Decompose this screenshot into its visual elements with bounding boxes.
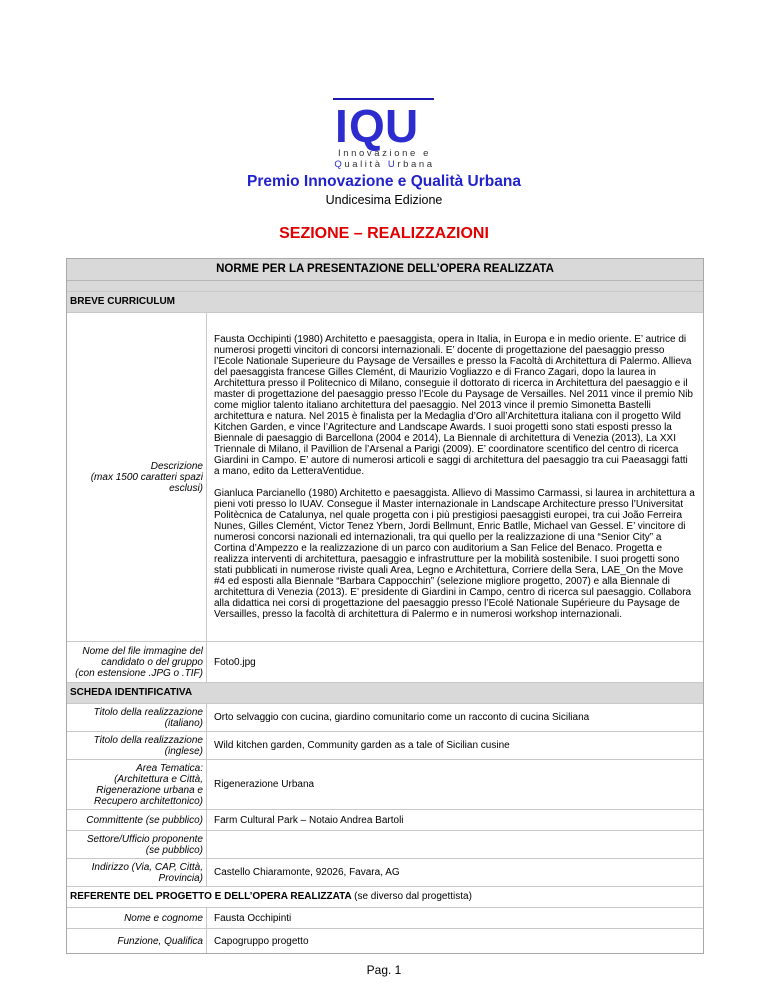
- submission-form: [66, 258, 704, 954]
- logo-rbana: rbana: [397, 159, 435, 170]
- section-title: SEZIONE – REALIZZAZIONI: [279, 225, 489, 242]
- description-value: [207, 313, 703, 641]
- scheda-label-line: Committente (se pubblico): [86, 814, 203, 826]
- scheda-label-line: Indirizzo (Via, CAP, Città,: [91, 861, 203, 873]
- scheda-value: Orto selvaggio con cucina, giardino comunitario come un racconto di cucina Siciliana: [214, 712, 590, 723]
- referente-row: [67, 929, 703, 953]
- scheda-heading: SCHEDA IDENTIFICATIVA: [67, 683, 703, 704]
- referente-heading: [67, 887, 703, 908]
- curriculum-heading: BREVE CURRICULUM: [67, 292, 703, 313]
- description-label: [67, 313, 207, 641]
- referente-heading-text: REFERENTE DEL PROGETTO E DELL’OPERA REALIZZATA: [70, 891, 352, 902]
- description-label-line: Descrizione: [150, 460, 203, 472]
- referente-label: [67, 929, 207, 953]
- logo-text-line2: [333, 159, 436, 170]
- scheda-label-line: Rigenerazione urbana e: [96, 784, 203, 796]
- scheda-value: Farm Cultural Park – Notaio Andrea Bartoli: [214, 814, 404, 826]
- referente-label-line: Funzione, Qualifica: [117, 935, 203, 947]
- scheda-label-line: (italiano): [164, 717, 203, 729]
- scheda-label: [67, 859, 207, 886]
- description-row: [67, 313, 703, 642]
- logo-u: U: [387, 159, 398, 170]
- scheda-value: Wild kitchen garden, Community garden as a tale of Sicilian cusine: [214, 740, 510, 751]
- scheda-label: [67, 732, 207, 759]
- image-label-line: (con estensione .JPG o .TIF): [75, 667, 203, 679]
- scheda-row: [67, 760, 703, 810]
- scheda-row: [67, 704, 703, 732]
- curriculum-paragraph: Fausta Occhipinti (1980) Architetto e paesaggista, opera in Italia, in Europa e in medio oriente. E’ autrice di numerosi progetti vincitori di concorsi internazionali. E’ docente di progettazione del paesaggio presso l’Ecole Nationale Superieure du Paysage de Versailles e presso la Facoltà di Architettura di Palermo. Allieva del paesaggista francese Gilles Clemént, di Maurizio Vogliazzo e di Franco Zagari, dopo la laurea in Architettura presso il Politecnico di Milano, conseguie il dottorato di ricerca in Architettura del paesaggio e il master di progettazione del paesaggio presso l’Ecole du Paysage de Versailles. Nel 2011 vince il premio Nib come miglior talento italiano architettura del paesaggio. Nel 2013 vince il premio Simonetta Bastelli architettura e natura. Nel 2015 è finalista per la Medaglia d’Oro all’Architettura italiana con il progetto Wild Kitchen Garden, e vince l’Agritecture and Landscape Awards. I suoi progetti sono stati esposti presso la Biennale di paesaggio di Barcellona (2004 e 2014), La Biennale di architettura di Venezia (2013), La XXI Triennale di Milano, il Pavillion de l’Arsenal a Parigi (2009). E’ coordinatore scentifico del centro di ricerca Giardini in Campo. E’ autore di numerosi articoli e saggi di architettura del paesaggio tra cui Paeasaggi fatti a mano, edito da LetteraVentidue.: [214, 334, 693, 477]
- scheda-label-line: (Architettura e Città,: [114, 773, 203, 785]
- logo-ualita: ualità: [344, 159, 388, 170]
- scheda-row: [67, 831, 703, 859]
- image-label-line: Nome del file immagine del: [82, 645, 203, 657]
- referente-row: [67, 908, 703, 929]
- curriculum-paragraph: Gianluca Parcianello (1980) Architetto e paesaggista. Allievo di Massimo Carmassi, si laurea in architettura a pieni voti presso lo IUAV. Consegue il Master internazionale in Landscape Architecture presso l’Universitat Politècnica de Catalunya, nel quale progetta con i più prestigiosi paesaggisti europei, tra cui João Ferreira Nunes, Gilles Clemént, Victor Tenez Ybern, Jordi Bellmunt, Enric Batlle, Michael van Gessel. E’ vincitore di numerosi concorsi nazionali ed internazionali, tra qui quello per la realizzazione di una “Senior City” a Cortina d’Ampezzo e la realizzazione di un parco con auditorium a San Felice del Benaco. Progetta e realizza interventi di architettura, paesaggio e infrastrutture per la mobilità sostenibile. I suoi progetti sono stati pubblicati in numerose riviste quali Area, Legno e Architettura, Corriere della Sera, LAE_On the Move #4 ed esposti alla Biennale “Barbara Cappocchin” (selezione migliore progetto, 2007) e alla Biennale di architettura di Venezia (2013). E’ presidente di Giardini in Campo, centro di ricerca sul paesaggio. Collabora alla didattica nei corsi di progettazione del paesaggio presso l’Ecolé Nationale Supérieure du Paysage de Versailles, presso la facoltà di architettura di Palermo e in numerosi workshop internazionali.: [214, 488, 695, 620]
- heading-spacer: [67, 281, 703, 292]
- image-label-line: candidato o del gruppo: [101, 656, 203, 668]
- scheda-label-line: (se pubblico): [145, 844, 203, 856]
- scheda-label: [67, 760, 207, 809]
- image-file-row: [67, 642, 703, 683]
- referente-label-line: Nome e cognome: [124, 912, 203, 924]
- logo-letter-u: U: [385, 100, 417, 152]
- referente-value: Fausta Occhipinti: [214, 912, 292, 924]
- logo-letter-q: Q: [349, 100, 383, 152]
- logo-text-line1: Innovazione e: [338, 148, 431, 159]
- scheda-label-line: Recupero architettonico): [94, 795, 203, 807]
- scheda-value: [207, 831, 703, 858]
- award-title: Premio Innovazione e Qualità Urbana: [247, 173, 521, 190]
- scheda-label-line: Provincia): [158, 872, 203, 884]
- scheda-row: [67, 859, 703, 887]
- scheda-label-line: Settore/Ufficio proponente: [86, 833, 203, 845]
- referente-value: Capogruppo progetto: [214, 935, 309, 947]
- referente-label: [67, 908, 207, 928]
- form-main-heading: NORME PER LA PRESENTAZIONE DELL’OPERA REALIZZATA: [67, 259, 703, 281]
- image-file-label: [67, 642, 207, 682]
- referente-heading-note: (se diverso dal progettista): [354, 891, 472, 902]
- scheda-label-line: Titolo della realizzazione: [93, 734, 203, 746]
- scheda-label: [67, 810, 207, 830]
- edition-subtitle: Undicesima Edizione: [325, 193, 443, 207]
- scheda-row: [67, 732, 703, 760]
- image-file-value: Foto0.jpg: [214, 656, 256, 668]
- logo-letter-i: I: [335, 100, 346, 152]
- scheda-label-line: Area Tematica:: [136, 762, 203, 774]
- scheda-row: [67, 810, 703, 831]
- description-label-line: esclusi): [169, 482, 203, 494]
- logo-q: Q: [334, 159, 345, 170]
- scheda-label: [67, 831, 207, 858]
- logo-mark: [333, 100, 436, 152]
- scheda-label-line: (inglese): [164, 745, 203, 757]
- scheda-value: Castello Chiaramonte, 92026, Favara, AG: [214, 867, 400, 878]
- scheda-label-line: Titolo della realizzazione: [93, 706, 203, 718]
- scheda-value: Rigenerazione Urbana: [214, 779, 315, 790]
- description-label-line: (max 1500 caratteri spazi: [90, 471, 203, 483]
- scheda-label: [67, 704, 207, 731]
- page-number: Pag. 1: [366, 963, 402, 977]
- iqu-logo: [333, 98, 436, 170]
